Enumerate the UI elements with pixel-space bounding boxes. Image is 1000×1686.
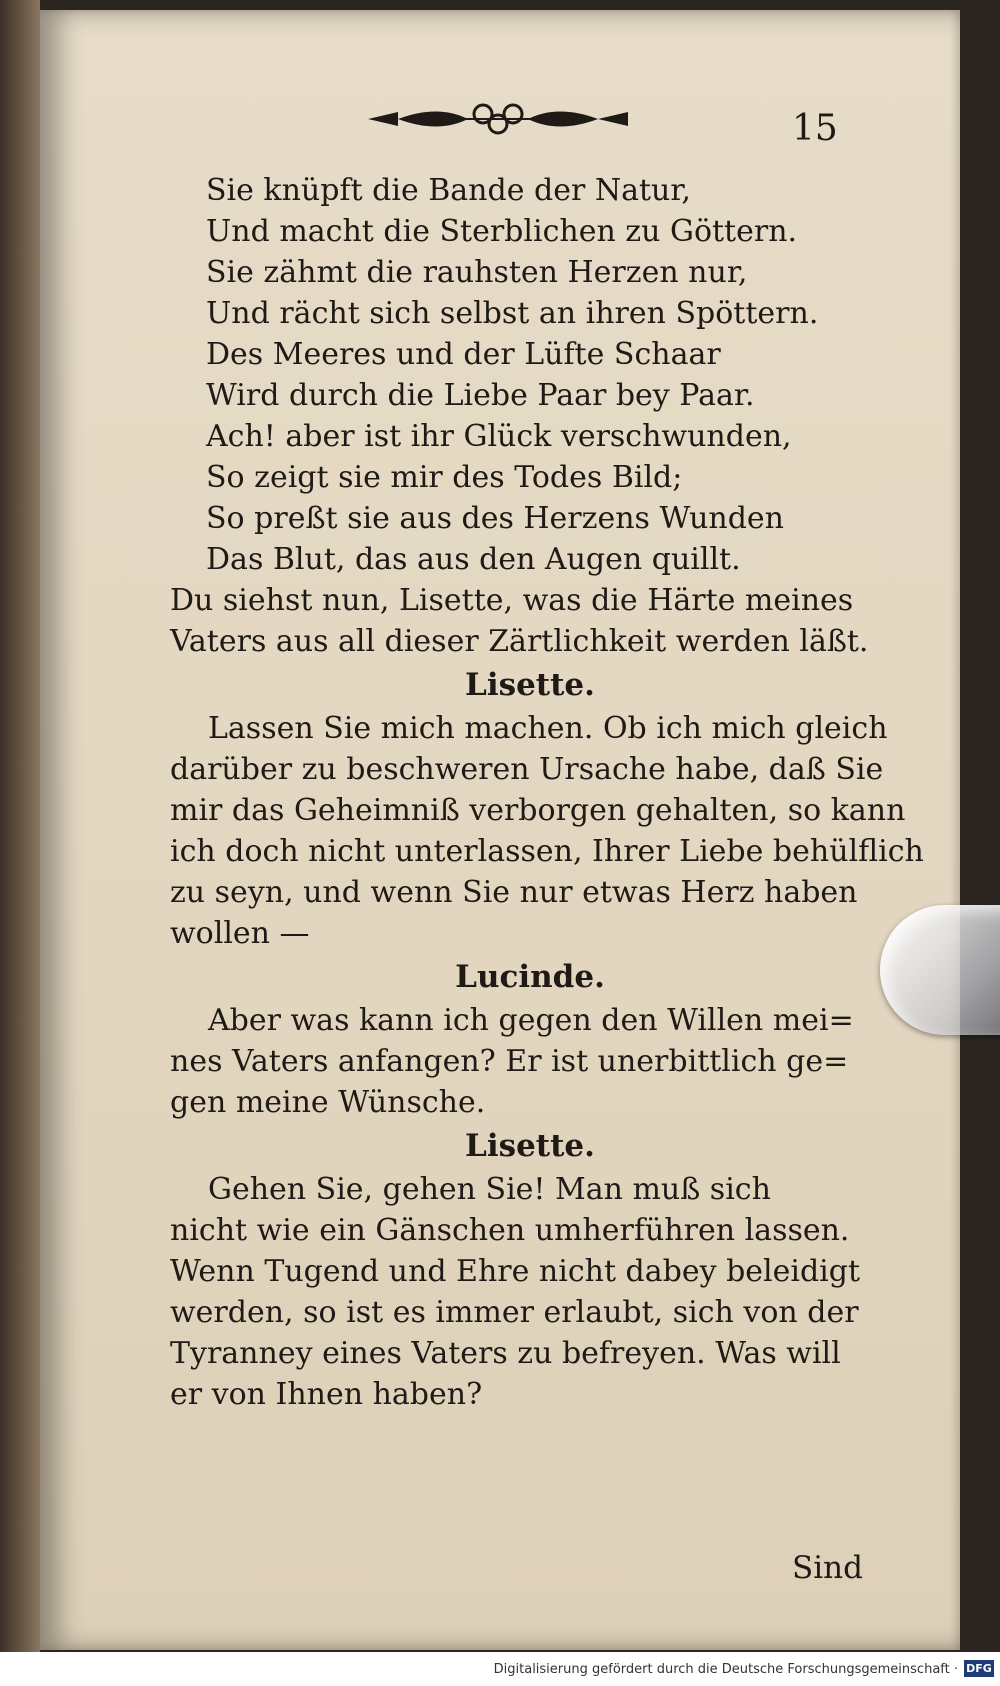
speaker-name: Lucinde. (455, 959, 605, 995)
speech-line: ich doch nicht unterlassen, Ihrer Liebe behülflich (170, 834, 924, 869)
verse-line: So zeigt sie mir des Todes Bild; (206, 460, 683, 495)
verse-line: Sie zähmt die rauhsten Herzen nur, (206, 255, 748, 290)
speech-line: nes Vaters anfangen? Er ist unerbittlich ge= (170, 1044, 849, 1079)
speech-line: er von Ihnen haben? (170, 1377, 483, 1412)
verse-line: Sie knüpft die Bande der Natur, (206, 173, 691, 208)
book-page (40, 10, 960, 1650)
speech-line: zu seyn, und wenn Sie nur etwas Herz haben (170, 875, 858, 910)
verse-line: So preßt sie aus des Herzens Wunden (206, 501, 784, 536)
digitization-credit: Digitalisierung gefördert durch die Deutsche Forschungsgemeinschaft · (493, 1662, 958, 1677)
speech-line: Du siehst nun, Lisette, was die Härte meines (170, 583, 854, 618)
verse-line: Des Meeres und der Lüfte Schaar (206, 337, 721, 372)
speech-line: nicht wie ein Gänschen umherführen lassen. (170, 1213, 850, 1248)
speech-line: werden, so ist es immer erlaubt, sich von der (170, 1295, 859, 1330)
page-number: 15 (792, 108, 838, 149)
speech-line: wollen — (170, 916, 310, 951)
speech-line: Tyranney eines Vaters zu befreyen. Was will (170, 1336, 841, 1371)
verse-line: Ach! aber ist ihr Glück verschwunden, (206, 419, 792, 454)
page-holder-clip (880, 905, 1000, 1035)
speech-line: Aber was kann ich gegen den Willen mei= (208, 1003, 854, 1038)
speech-line: Gehen Sie, gehen Sie! Man muß sich (208, 1172, 771, 1207)
catchword: Sind (792, 1550, 863, 1586)
speaker-name: Lisette. (465, 1128, 595, 1164)
speaker-name: Lisette. (465, 667, 595, 703)
speech-line: Lassen Sie mich machen. Ob ich mich gleich (208, 711, 888, 746)
verse-line: Und macht die Sterblichen zu Göttern. (206, 214, 798, 249)
speech-line: darüber zu beschweren Ursache habe, daß Sie (170, 752, 884, 787)
speech-line: Wenn Tugend und Ehre nicht dabey beleidigt (170, 1254, 861, 1289)
verse-line: Und rächt sich selbst an ihren Spöttern. (206, 296, 819, 331)
verse-line: Wird durch die Liebe Paar bey Paar. (206, 378, 755, 413)
speech-line: Vaters aus all dieser Zärtlichkeit werden läßt. (170, 624, 869, 659)
speech-line: mir das Geheimniß verborgen gehalten, so kann (170, 793, 906, 828)
verse-line: Das Blut, das aus den Augen quillt. (206, 542, 741, 577)
dfg-logo: DFG (964, 1660, 994, 1677)
vignette-ornament-icon (358, 94, 638, 144)
adjacent-page-edge (0, 0, 40, 1686)
speech-line: gen meine Wünsche. (170, 1085, 486, 1120)
page-text (160, 170, 924, 1415)
